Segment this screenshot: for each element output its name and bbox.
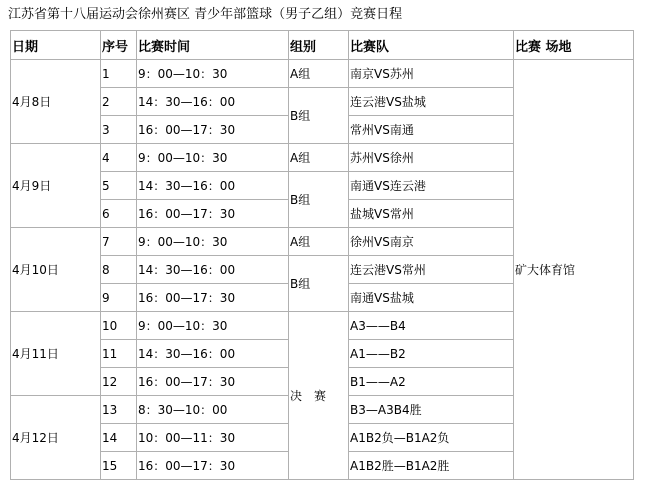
match-time: 16：00—17：30 xyxy=(137,284,289,312)
match-teams: 苏州VS徐州 xyxy=(349,144,514,172)
group-cell: A组 xyxy=(289,144,349,172)
match-no: 11 xyxy=(101,340,137,368)
match-no: 12 xyxy=(101,368,137,396)
match-no: 2 xyxy=(101,88,137,116)
match-time: 16：00—17：30 xyxy=(137,452,289,480)
match-time: 9：00—10：30 xyxy=(137,312,289,340)
group-cell: A组 xyxy=(289,60,349,88)
date-cell: 4月8日 xyxy=(11,60,101,144)
date-cell: 4月11日 xyxy=(11,312,101,396)
match-teams: A1——B2 xyxy=(349,340,514,368)
match-no: 8 xyxy=(101,256,137,284)
date-cell: 4月10日 xyxy=(11,228,101,312)
match-time: 9：00—10：30 xyxy=(137,144,289,172)
match-time: 10：00—11：30 xyxy=(137,424,289,452)
match-teams: 连云港VS盐城 xyxy=(349,88,514,116)
match-time: 14：30—16：00 xyxy=(137,172,289,200)
match-teams: 南通VS连云港 xyxy=(349,172,514,200)
group-cell: A组 xyxy=(289,228,349,256)
header-date: 日期 xyxy=(11,31,101,60)
match-no: 6 xyxy=(101,200,137,228)
match-teams: 南通VS盐城 xyxy=(349,284,514,312)
match-no: 7 xyxy=(101,228,137,256)
match-time: 16：00—17：30 xyxy=(137,368,289,396)
match-time: 9：00—10：30 xyxy=(137,60,289,88)
match-teams: 南京VS苏州 xyxy=(349,60,514,88)
match-no: 1 xyxy=(101,60,137,88)
match-teams: 徐州VS南京 xyxy=(349,228,514,256)
match-teams: B1——A2 xyxy=(349,368,514,396)
match-no: 4 xyxy=(101,144,137,172)
schedule-table xyxy=(10,30,634,480)
group-cell: B组 xyxy=(289,172,349,228)
match-no: 5 xyxy=(101,172,137,200)
match-teams: A1B2负—B1A2负 xyxy=(349,424,514,452)
match-teams: B3—A3B4胜 xyxy=(349,396,514,424)
header-row xyxy=(11,31,634,60)
venue-cell: 矿大体育馆 xyxy=(514,60,634,480)
match-teams: A1B2胜—B1A2胜 xyxy=(349,452,514,480)
page-title: 江苏省第十八届运动会徐州赛区 青少年部篮球（男子乙组）竞赛日程 xyxy=(8,7,403,22)
header-group: 组别 xyxy=(289,31,349,60)
match-time: 16：00—17：30 xyxy=(137,116,289,144)
match-time: 16：00—17：30 xyxy=(137,200,289,228)
match-no: 14 xyxy=(101,424,137,452)
date-cell: 4月9日 xyxy=(11,144,101,228)
match-no: 15 xyxy=(101,452,137,480)
match-no: 13 xyxy=(101,396,137,424)
final-group-cell: 决 赛 xyxy=(289,312,349,480)
match-no: 10 xyxy=(101,312,137,340)
match-teams: 连云港VS常州 xyxy=(349,256,514,284)
group-cell: B组 xyxy=(289,88,349,144)
date-cell: 4月12日 xyxy=(11,396,101,480)
match-time: 14：30—16：00 xyxy=(137,340,289,368)
match-teams: 常州VS南通 xyxy=(349,116,514,144)
header-teams: 比赛队 xyxy=(349,31,514,60)
group-cell: B组 xyxy=(289,256,349,312)
match-teams: 盐城VS常州 xyxy=(349,200,514,228)
table-row xyxy=(11,60,634,88)
header-no: 序号 xyxy=(101,31,137,60)
match-time: 14：30—16：00 xyxy=(137,88,289,116)
match-time: 9：00—10：30 xyxy=(137,228,289,256)
match-time: 8：30—10：00 xyxy=(137,396,289,424)
match-no: 9 xyxy=(101,284,137,312)
match-time: 14：30—16：00 xyxy=(137,256,289,284)
match-no: 3 xyxy=(101,116,137,144)
header-venue: 比赛 场地 xyxy=(514,31,634,60)
header-time: 比赛时间 xyxy=(137,31,289,60)
match-teams: A3——B4 xyxy=(349,312,514,340)
